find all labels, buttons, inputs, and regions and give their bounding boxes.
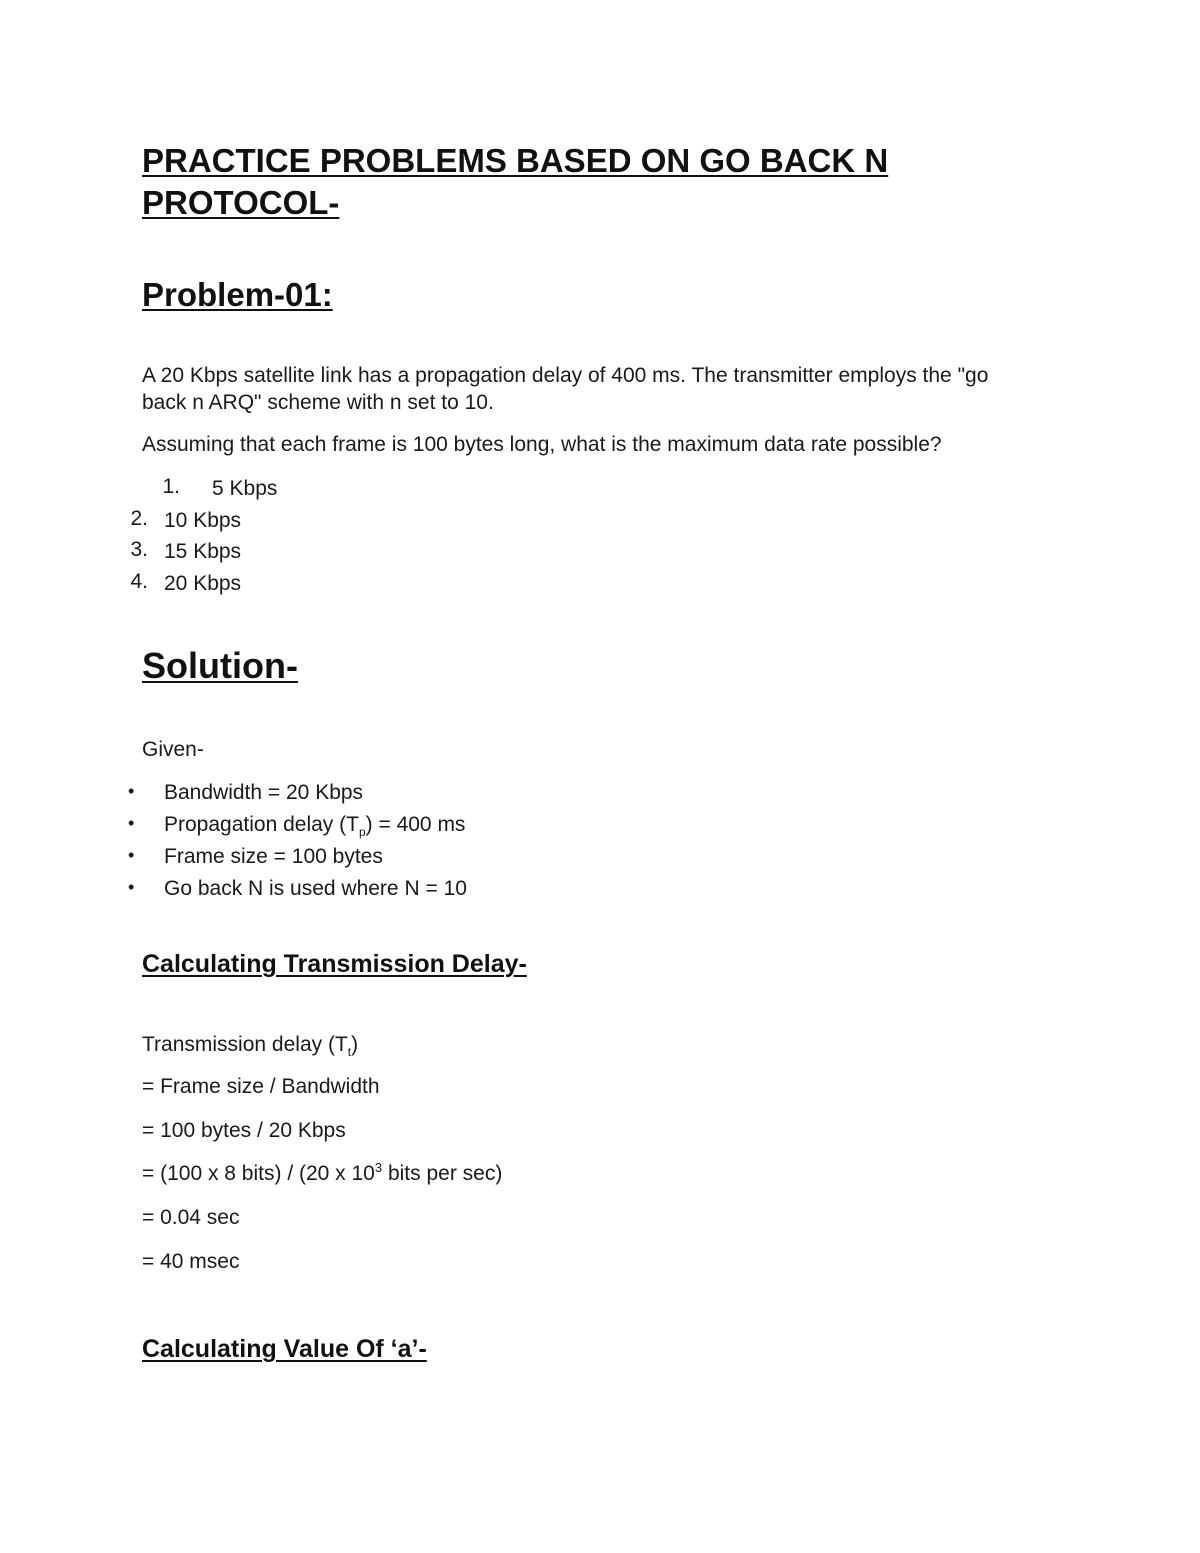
- option-number: 2.: [130, 507, 148, 530]
- transmission-delay-label: Transmission delay $(T_t)$: [142, 1033, 359, 1060]
- question-text: Assuming that each frame is 100 bytes long, what is the maximum data rate possible?: [142, 433, 942, 456]
- given-bandwidth: Bandwidth = 20 Kbps: [164, 781, 364, 804]
- option-text: 20 Kbps: [164, 572, 242, 595]
- bullet-icon: •: [128, 813, 135, 833]
- transmission-step-1: = Frame size / Bandwidth: [142, 1075, 380, 1098]
- problem-text-line-2: back n ARQ" scheme with n set to 10.: [142, 391, 494, 414]
- bullet-icon: •: [128, 877, 135, 897]
- given-frame-size: Frame size = 100 bytes: [164, 845, 383, 868]
- option-text: 5 Kbps: [212, 477, 278, 500]
- given-propagation-delay: Propagation delay $(T_p) = 400$ ms: [164, 813, 466, 840]
- option-number: 4.: [130, 570, 148, 593]
- option-text: 15 Kbps: [164, 540, 242, 563]
- bullet-icon: •: [128, 781, 135, 801]
- solution-heading: Solution-: [142, 645, 298, 686]
- page-title-line-2: PROTOCOL-: [142, 184, 340, 221]
- option-text: 10 Kbps: [164, 509, 242, 532]
- transmission-step-2: = 100 bytes / 20 Kbps: [142, 1119, 346, 1142]
- transmission-step-5: = 40 msec: [142, 1250, 240, 1273]
- bullet-icon: •: [128, 845, 135, 865]
- given-label: Given-: [142, 738, 204, 761]
- transmission-step-3: = (100 x 8 bits) / (20 x $10^3$ bits per sec): [142, 1160, 503, 1185]
- problem-text-line-1: A 20 Kbps satellite link has a propagation delay of 400 ms. The transmitter employs the "go: [142, 364, 989, 387]
- page-title: [142, 140, 888, 224]
- page-title-line-1: PRACTICE PROBLEMS BASED ON GO BACK N: [142, 142, 889, 179]
- value-a-heading: Calculating Value Of ‘a’-: [142, 1335, 427, 1363]
- transmission-step-4: = 0.04 sec: [142, 1206, 240, 1229]
- given-go-back-n: Go back N is used where N = 10: [164, 877, 467, 900]
- transmission-delay-heading: Calculating Transmission Delay-: [142, 950, 527, 978]
- problem-heading: Problem-01:: [142, 276, 333, 313]
- option-number: 3.: [130, 538, 148, 561]
- option-number: 1.: [162, 475, 180, 498]
